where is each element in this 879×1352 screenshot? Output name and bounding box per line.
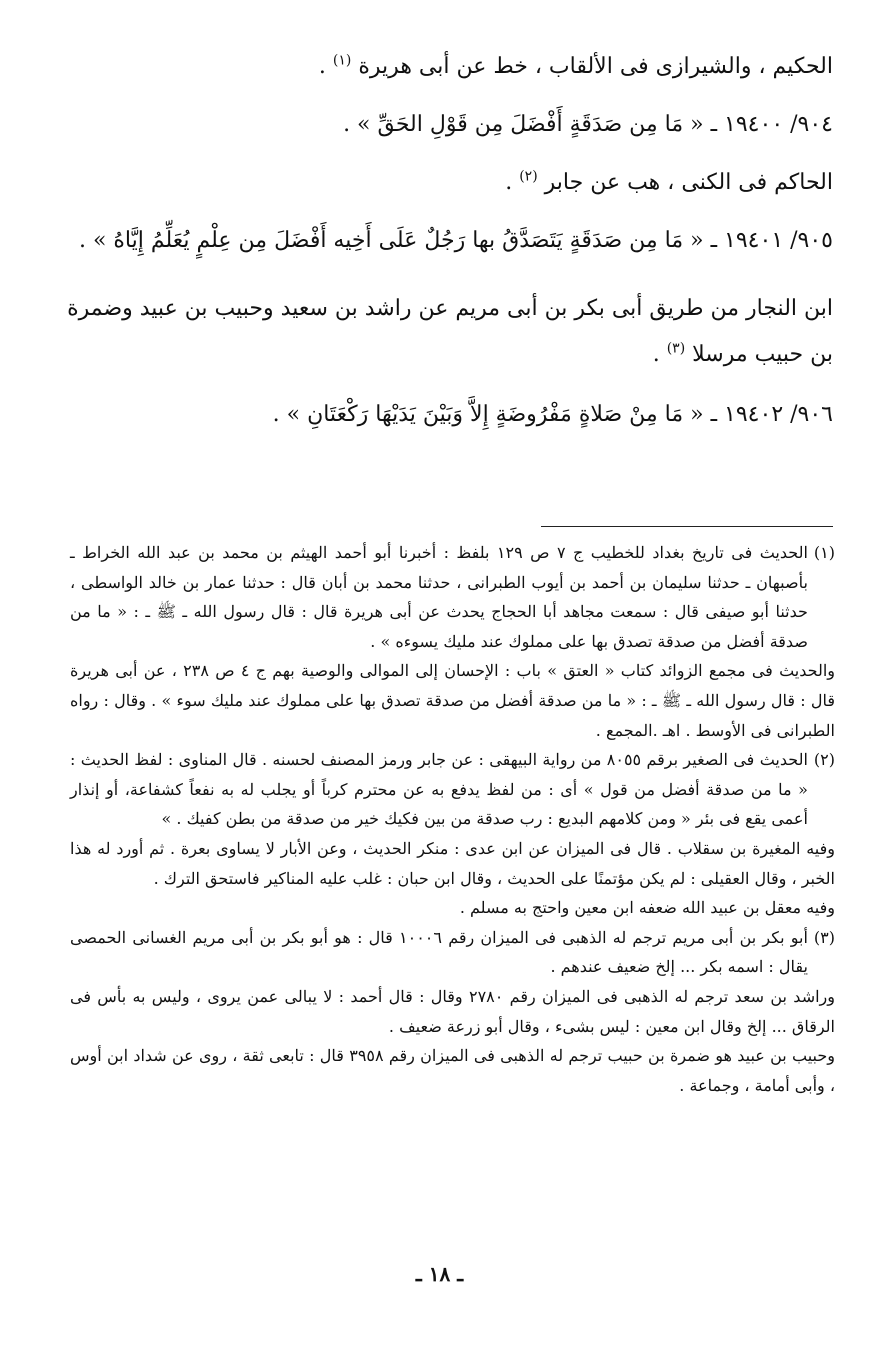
footnote-3 — [70, 923, 835, 982]
source-line-3 — [40, 286, 833, 378]
footnote-separator — [541, 526, 833, 527]
source-end-2: . — [505, 170, 520, 195]
hadith-905: ٩٠٥/ ١٩٤٠١ ـ « مَا مِن صَدَقَةٍ يَتَصَدَّقُ بها رَجُلٌ عَلَى أَخِيه أَفْضَلَ مِن عِلْمٍ يُعَلِّمُ إِيَّاهُ » . — [78, 228, 833, 253]
page-number: ـ ١٨ ـ — [415, 1262, 464, 1286]
footnote-3-paragraph-3: وحبيب بن عبيد هو ضمرة بن حبيب ترجم له الذهبى فى الميزان رقم ٣٩٥٨ قال : تابعى ثقة ، روى عن شداد ابن أوس ، وأبى أمامة ، وجماعة . — [70, 1046, 836, 1095]
hadith-904: ٩٠٤/ ١٩٤٠٠ ـ « مَا مِن صَدَقَةٍ أَفْضَلَ مِن قَوْلِ الحَقِّ » . — [343, 112, 833, 137]
footnote-3-paragraph-1: أبو بكر بن أبى مريم ترجم له الذهبى فى الميزان رقم ١٠٠٠٦ قال : هو أبو بكر بن أبى مريم الغسانى الحمصى يقال : اسمه بكر ... إلخ ضعيف عندهم . — [70, 927, 808, 977]
footnotes — [70, 538, 835, 1100]
footnote-1-paragraph-1: الحديث فى تاريخ بغداد للخطيب ج ٧ ص ١٢٩ بلفظ : أخبرنا أبو أحمد الهيثم بن محمد بن عبد الله الخراط ـ بأصبهان ـ حدثنا سليمان بن أحمد بن أيوب الطبرانى ، حدثنا محمد بن أبان قال : حدثنا عمار بن خالد الواسطى ، حدثنا أبو صيفى قال : سمعت مجاهد أبا الحجاج يحدث عن أبى هريرة قال : قال رسول الله ـ ﷺ ـ : « ما من صدقة أفضل من صدقة تصدق بها على مملوك عند مليك يسوءه » . — [70, 543, 808, 651]
footnote-3-paragraph-2: وراشد بن سعد ترجم له الذهبى فى الميزان رقم ٢٧٨٠ وقال : قال أحمد : لا يبالى عمن يروى ، وليس به بأس فى الرقاق ... إلخ وقال ابن معين : ليس بشىء ، وقال أبو زرعة ضعيف . — [70, 986, 836, 1036]
footnote-1-paragraph-2: والحديث فى مجمع الزوائد كتاب « العتق » باب : الإحسان إلى الموالى والوصية بهم ج ٤ ص ٢٣٨ ، عن أبى هريرة قال : قال رسول الله ـ ﷺ ـ : « ما من صدقة أفضل من صدقة تصدق بها على مملوك عند مليك سوء » . وقال : رواه الطبرانى فى الأوسط . اهـ .المجمع . — [70, 661, 836, 740]
footnote-number-1: (١) — [813, 543, 835, 562]
main-text — [40, 52, 833, 430]
footnote-2 — [70, 745, 835, 834]
footnote-ref-2[interactable]: (٢) — [519, 168, 538, 185]
footnote-2-paragraph-2: وفيه المغيرة بن سقلاب . قال فى الميزان عن ابن عدى : منكر الحديث ، وعن الأبار لا يساوى بعرة . ثم أورد له هذا الخبر ، وقال العقيلى : لم يكن مؤتمنًا على الحديث ، وقال ابن حبان : غلب عليه المناكير فاستحق الترك . — [70, 838, 835, 888]
footnote-2-paragraph-1: الحديث فى الصغير برقم ٨٠٥٥ من رواية البيهقى : عن جابر ورمز المصنف لحسنه . قال المناوى : لفظ الحديث : « ما من صدقة أفضل من قول » أى : من لفظ يدفع به عن محترم كرباً أو يجلب له به نفعاً كشفاعة، أو إنذار أعمى يقع فى بئر « ومن كلامهم البديع : رب صدقة من بين فكيك خير من صدقة من بطن كفيك . » — [70, 750, 808, 829]
source-end-3: . — [652, 342, 667, 367]
hadith-906: ٩٠٦/ ١٩٤٠٢ ـ « مَا مِنْ صَلاةٍ مَفْرُوضَةٍ إِلاَّ وَبَيْنَ يَدَيْهَا رَكْعَتَانِ » . — [272, 402, 833, 427]
source-text-1: الحكيم ، والشيرازى فى الألقاب ، خط عن أبى هريرة — [358, 54, 833, 79]
source-line-1 — [40, 52, 833, 82]
source-text-2: الحاكم فى الكنى ، هب عن جابر — [544, 170, 833, 195]
source-end-1: . — [318, 54, 333, 79]
footnote-ref-1[interactable]: (١) — [332, 52, 352, 69]
footnote-number-3: (٣) — [813, 927, 835, 947]
source-text-3: ابن النجار من طريق أبى بكر بن أبى مريم عن راشد بن سعيد وحبيب بن عبيد وضمرة بن حبيب مرسلا — [67, 296, 833, 367]
footnote-number-2: (٢) — [813, 750, 835, 770]
source-line-2 — [40, 168, 833, 198]
footnote-2-paragraph-3: وفيه معقل بن عبيد الله ضعفه ابن معين واحتج به مسلم . — [459, 898, 835, 918]
footnote-1 — [70, 538, 835, 656]
footnote-ref-3[interactable]: (٣) — [666, 340, 686, 357]
